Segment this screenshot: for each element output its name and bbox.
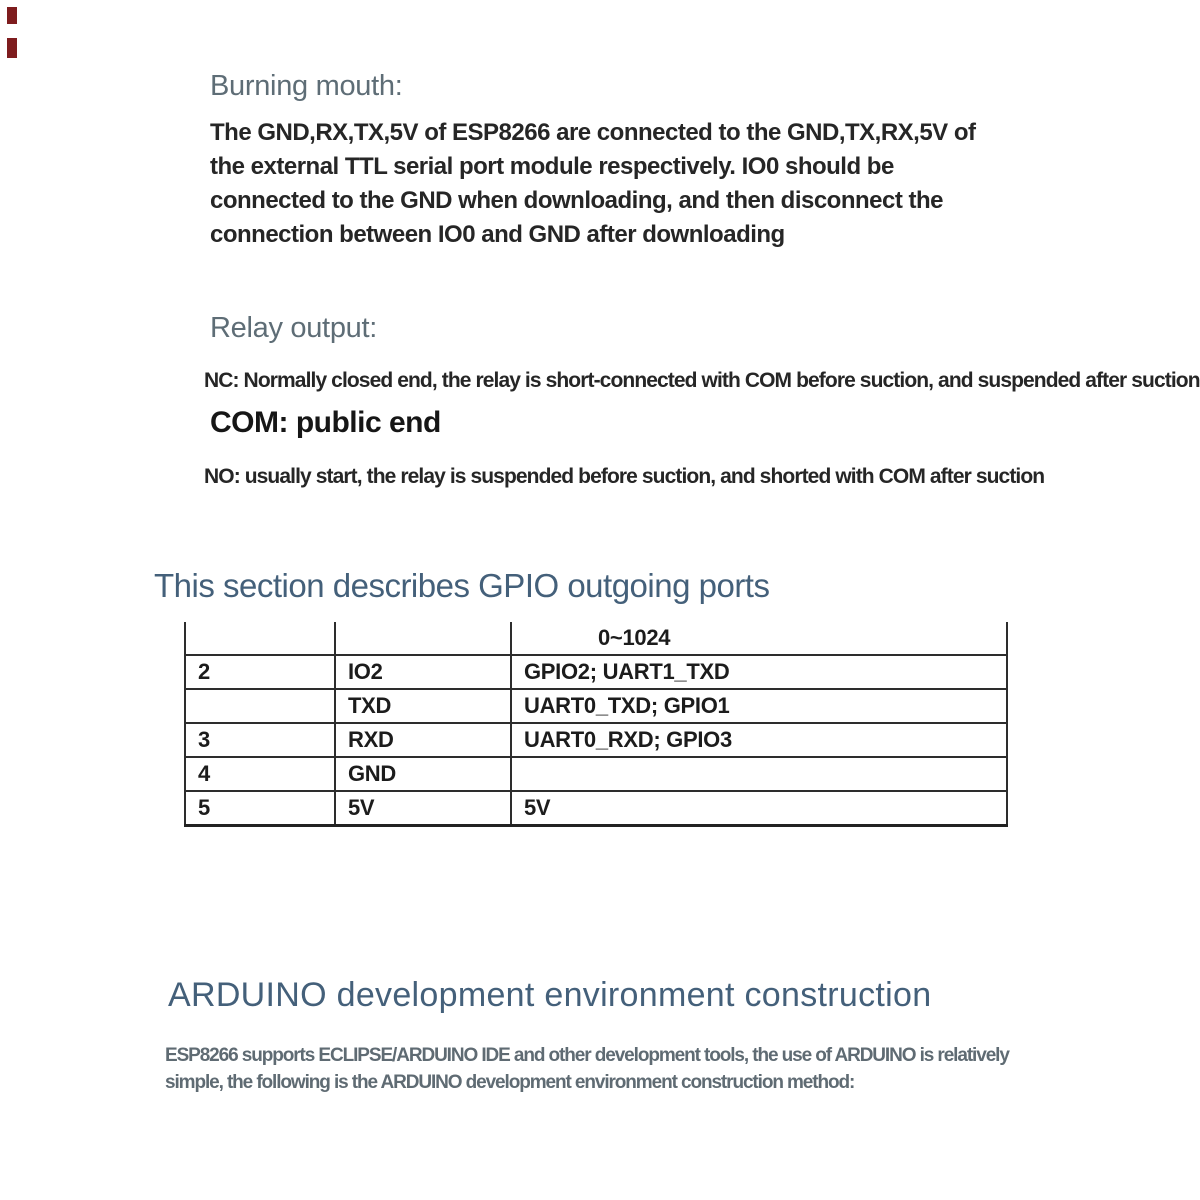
table-cell: [185, 622, 335, 655]
table-cell: 5: [185, 791, 335, 826]
table-cell: [511, 757, 1007, 791]
table-cell: GPIO2; UART1_TXD: [511, 655, 1007, 689]
arduino-section-heading: ARDUINO development environment construction: [168, 976, 932, 1014]
table-cell: [185, 689, 335, 723]
text-line: the external TTL serial port module respectively. IO0 should be: [210, 153, 894, 180]
table-cell: [335, 622, 511, 655]
table-cell: IO2: [335, 655, 511, 689]
table-cell: 4: [185, 757, 335, 791]
table-cell: UART0_TXD; GPIO1: [511, 689, 1007, 723]
burning-mouth-paragraph: [210, 116, 976, 252]
table-row: [185, 655, 1007, 689]
table-cell: 0~1024: [511, 622, 1007, 655]
gpio-section-heading: This section describes GPIO outgoing ports: [154, 567, 770, 604]
relay-com-line: COM: public end: [210, 406, 441, 439]
table-cell: GND: [335, 757, 511, 791]
burning-mouth-heading: Burning mouth:: [210, 70, 403, 102]
table-row: [185, 757, 1007, 791]
text-line: simple, the following is the ARDUINO development environment construction method:: [165, 1072, 855, 1093]
table-row: [185, 791, 1007, 826]
relay-no-line: NO: usually start, the relay is suspended before suction, and shorted with COM after suction: [204, 465, 1045, 488]
table-cell: UART0_RXD; GPIO3: [511, 723, 1007, 757]
table-cell: 3: [185, 723, 335, 757]
red-corner-mark-bottom: [7, 38, 17, 58]
table-row: [185, 622, 1007, 655]
table-row: [185, 723, 1007, 757]
table-cell: RXD: [335, 723, 511, 757]
table-row: [185, 689, 1007, 723]
gpio-table-body: [185, 622, 1007, 826]
table-cell: TXD: [335, 689, 511, 723]
text-line: The GND,RX,TX,5V of ESP8266 are connected to the GND,TX,RX,5V of: [210, 119, 976, 146]
relay-nc-line: NC: Normally closed end, the relay is short-connected with COM before suction, and suspended after suction: [204, 369, 1200, 392]
relay-output-heading: Relay output:: [210, 312, 377, 344]
text-line: ESP8266 supports ECLIPSE/ARDUINO IDE and other development tools, the use of ARDUINO is relatively: [165, 1045, 1009, 1066]
text-line: connection between IO0 and GND after downloading: [210, 221, 785, 248]
table-cell: 5V: [335, 791, 511, 826]
arduino-paragraph: [165, 1042, 1009, 1096]
table-cell: 5V: [511, 791, 1007, 826]
table-cell: 2: [185, 655, 335, 689]
text-line: connected to the GND when downloading, and then disconnect the: [210, 187, 944, 214]
red-corner-mark-top: [7, 7, 17, 24]
gpio-table: [184, 622, 1008, 827]
